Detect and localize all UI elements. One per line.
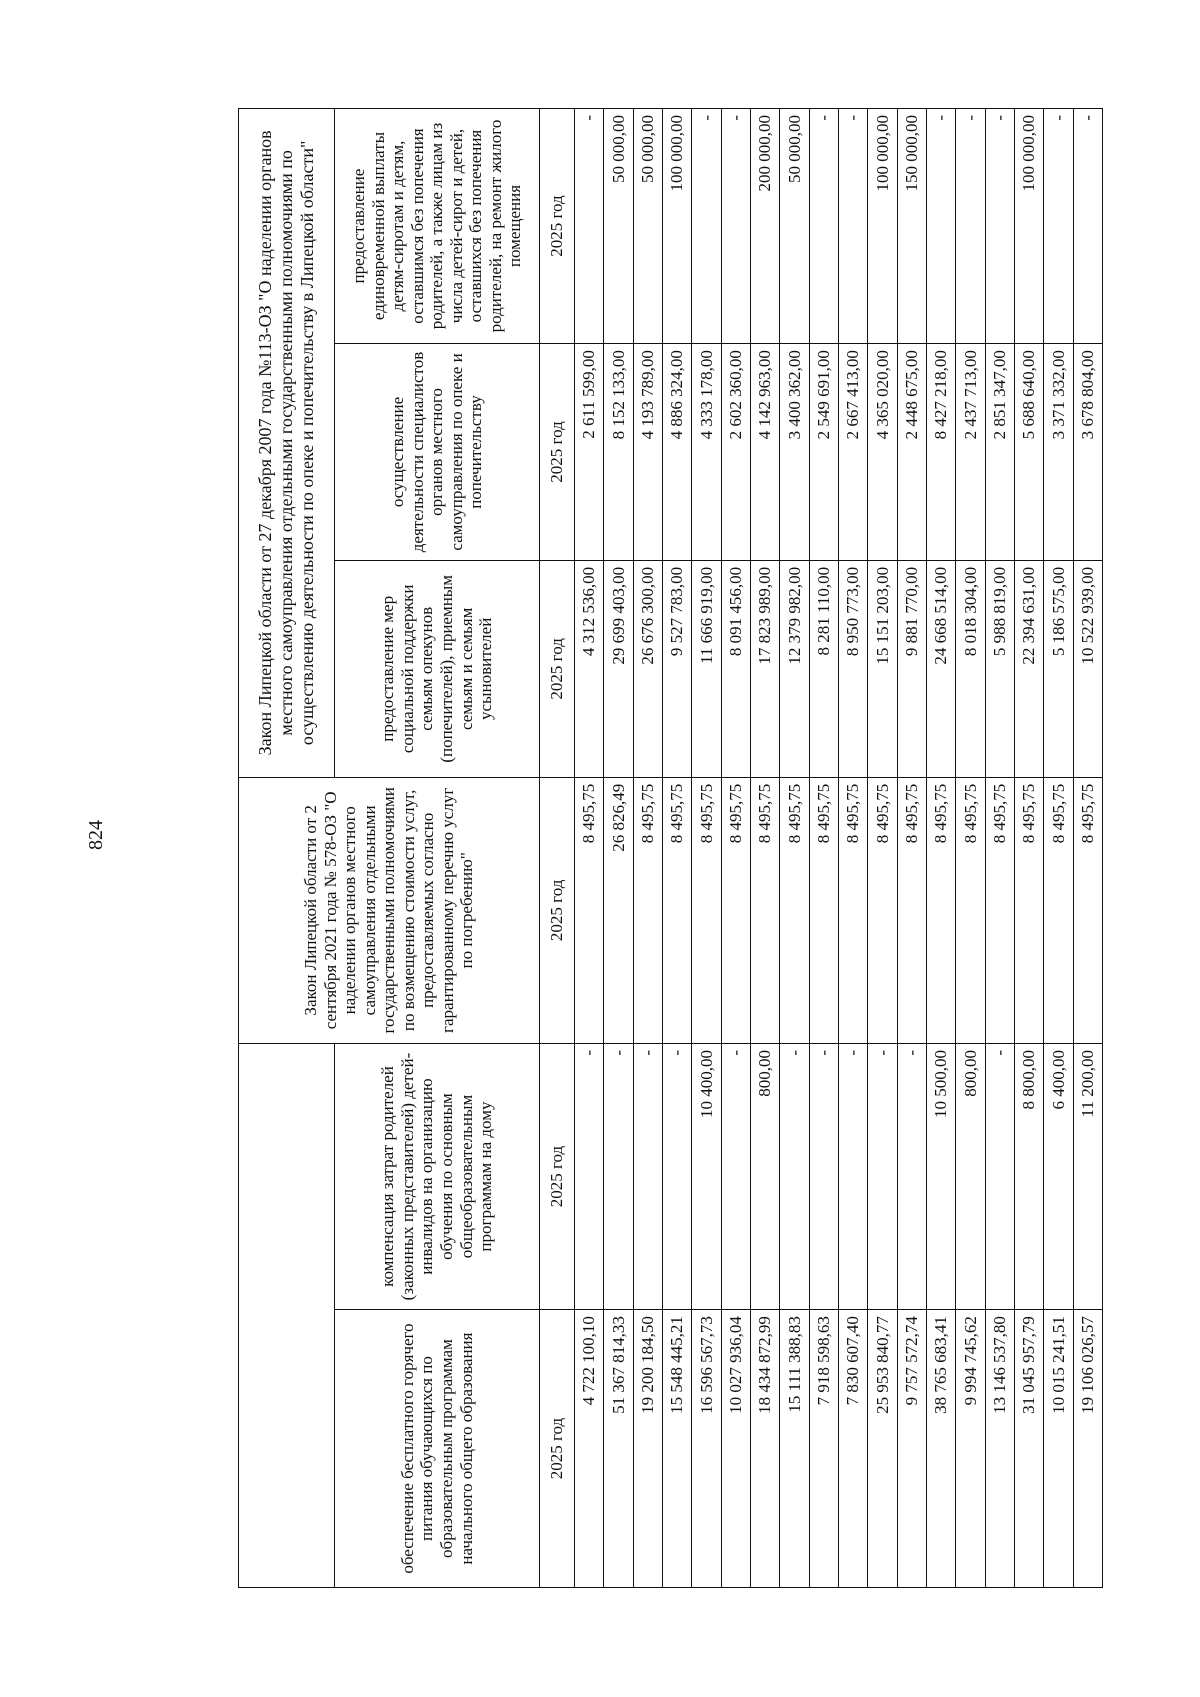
table-row: [897, 109, 926, 1588]
table-cell: 5 688 640,00: [1014, 344, 1043, 561]
table-cell: 8 495,75: [692, 777, 721, 1043]
table-cell: 8 152 133,00: [604, 344, 633, 561]
header-col-social-support: предоставление мер социальной поддержки семьям опекунов (попечителей), приемным семьям и семьям усыновителей: [335, 560, 540, 777]
table-cell: -: [575, 1043, 604, 1309]
table-row: [868, 109, 897, 1588]
table-cell: 15 151 203,00: [868, 560, 897, 777]
table-cell: 15 111 388,83: [780, 1310, 809, 1588]
table-cell: 31 045 957,79: [1014, 1310, 1043, 1588]
table-cell: 15 548 445,21: [662, 1310, 691, 1588]
table-cell: 8 495,75: [838, 777, 867, 1043]
table-cell: 29 699 403,00: [604, 560, 633, 777]
table-body: [575, 109, 1103, 1588]
header-col-housing-repair: предоставление единовременной выплаты детям-сиротам и детям, оставшимся без попечения родителей, а также лицам из числа детей-сирот и детей, оставшихся без попечения родителей, на ремонт жилого помещения: [335, 109, 540, 344]
table-cell: 13 146 537,80: [985, 1310, 1014, 1588]
table-row: [604, 109, 633, 1588]
year-cell: 2025 год: [540, 1310, 575, 1588]
table-cell: 100 000,00: [868, 109, 897, 344]
table-cell: 8 495,75: [780, 777, 809, 1043]
table-cell: 8 281 110,00: [809, 560, 838, 777]
table-cell: -: [633, 1043, 662, 1309]
table-cell: 7 830 607,40: [838, 1310, 867, 1588]
table-cell: 19 106 026,57: [1073, 1310, 1102, 1588]
table-row: [662, 109, 691, 1588]
table-cell: 2 448 675,00: [897, 344, 926, 561]
header-empty-cell: [239, 1043, 335, 1587]
table-cell: -: [1073, 109, 1102, 344]
table-cell: 8 495,75: [1044, 777, 1073, 1043]
table-cell: 8 495,75: [985, 777, 1014, 1043]
table-cell: 2 549 691,00: [809, 344, 838, 561]
table-cell: 10 015 241,51: [1044, 1310, 1073, 1588]
table-cell: 10 400,00: [692, 1043, 721, 1309]
table-cell: -: [1044, 109, 1073, 344]
table-cell: -: [838, 109, 867, 344]
table-cell: 100 000,00: [1014, 109, 1043, 344]
header-row-year: [540, 109, 575, 1588]
table-cell: -: [838, 1043, 867, 1309]
table-cell: 8 950 773,00: [838, 560, 867, 777]
table-row: [1044, 109, 1073, 1588]
year-cell: 2025 год: [540, 1043, 575, 1309]
table-cell: -: [721, 109, 750, 344]
table-cell: 25 953 840,77: [868, 1310, 897, 1588]
table-cell: 8 495,75: [721, 777, 750, 1043]
table-row: [1014, 109, 1043, 1588]
table-cell: 800,00: [750, 1043, 779, 1309]
table-cell: -: [868, 1043, 897, 1309]
table-cell: 50 000,00: [780, 109, 809, 344]
table-cell: 2 602 360,00: [721, 344, 750, 561]
table-cell: 11 666 919,00: [692, 560, 721, 777]
table-cell: 2 851 347,00: [985, 344, 1014, 561]
budget-table: [238, 108, 1103, 1588]
table-cell: 50 000,00: [633, 109, 662, 344]
page-number: 824: [85, 820, 107, 850]
table-cell: 19 200 184,50: [633, 1310, 662, 1588]
table-cell: 16 596 567,73: [692, 1310, 721, 1588]
table-cell: -: [956, 109, 985, 344]
table-row: [838, 109, 867, 1588]
table-cell: 4 193 789,00: [633, 344, 662, 561]
table-cell: 50 000,00: [604, 109, 633, 344]
table-row: [721, 109, 750, 1588]
table-cell: 4 312 536,00: [575, 560, 604, 777]
table-cell: 5 186 575,00: [1044, 560, 1073, 777]
table-row: [692, 109, 721, 1588]
table-cell: 26 676 300,00: [633, 560, 662, 777]
table-cell: 8 495,75: [897, 777, 926, 1043]
table-cell: 8 495,75: [662, 777, 691, 1043]
table-cell: 8 495,75: [575, 777, 604, 1043]
table-row: [809, 109, 838, 1588]
table-cell: -: [985, 109, 1014, 344]
header-row-law: [239, 109, 335, 1588]
table-cell: 51 367 814,33: [604, 1310, 633, 1588]
table-cell: 100 000,00: [662, 109, 691, 344]
header-col-guardianship-specialists: осуществление деятельности специалистов органов местного самоуправления по опеке и попечительству: [335, 344, 540, 561]
table-cell: 8 495,75: [809, 777, 838, 1043]
table-cell: 2 437 713,00: [956, 344, 985, 561]
table-row: [985, 109, 1014, 1588]
table-row: [956, 109, 985, 1588]
table-cell: 22 394 631,00: [1014, 560, 1043, 777]
table-row: [575, 109, 604, 1588]
table-cell: 11 200,00: [1073, 1043, 1102, 1309]
table-cell: 8 495,75: [868, 777, 897, 1043]
table-cell: -: [985, 1043, 1014, 1309]
table-cell: 12 379 982,00: [780, 560, 809, 777]
table-cell: 18 434 872,99: [750, 1310, 779, 1588]
table-wrapper: [238, 108, 1103, 1588]
table-cell: 4 365 020,00: [868, 344, 897, 561]
table-cell: 7 918 598,63: [809, 1310, 838, 1588]
table-cell: 10 027 936,04: [721, 1310, 750, 1588]
table-cell: 17 823 989,00: [750, 560, 779, 777]
table-row: [780, 109, 809, 1588]
table-cell: 26 826,49: [604, 777, 633, 1043]
table-cell: 8 018 304,00: [956, 560, 985, 777]
table-cell: 8 091 456,00: [721, 560, 750, 777]
table-cell: 8 495,75: [1014, 777, 1043, 1043]
year-cell: 2025 год: [540, 560, 575, 777]
header-col-hot-meals: обеспечение бесплатного горячего питания обучающихся по образовательным программам начального общего образования: [335, 1310, 540, 1588]
table-cell: 8 495,75: [750, 777, 779, 1043]
table-cell: 3 371 332,00: [1044, 344, 1073, 561]
header-col-disabled-compensation: компенсация затрат родителей (законных представителей) детей-инвалидов на организацию обучения по основным общеобразовательным программам на дому: [335, 1043, 540, 1309]
table-cell: 10 522 939,00: [1073, 560, 1102, 777]
table-cell: 9 994 745,62: [956, 1310, 985, 1588]
table-cell: 9 527 783,00: [662, 560, 691, 777]
table-cell: 3 678 804,00: [1073, 344, 1102, 561]
table-cell: 4 333 178,00: [692, 344, 721, 561]
table-cell: -: [809, 1043, 838, 1309]
header-law-113: Закон Липецкой области от 27 декабря 2007 года №113-ОЗ "О наделении органов местного самоуправления отдельными государственными полномочиями по осуществлению деятельности по опеке и попечительству в Липецкой области": [239, 109, 335, 778]
year-cell: 2025 год: [540, 109, 575, 344]
table-cell: 3 400 362,00: [780, 344, 809, 561]
table-row: [926, 109, 955, 1588]
table-cell: 800,00: [956, 1043, 985, 1309]
table-cell: 4 886 324,00: [662, 344, 691, 561]
table-cell: -: [780, 1043, 809, 1309]
table-cell: -: [897, 1043, 926, 1309]
table-cell: 8 495,75: [926, 777, 955, 1043]
year-cell: 2025 год: [540, 344, 575, 561]
table-cell: 4 722 100,10: [575, 1310, 604, 1588]
table-cell: 9 757 572,74: [897, 1310, 926, 1588]
table-cell: -: [575, 109, 604, 344]
table-cell: 9 881 770,00: [897, 560, 926, 777]
table-cell: -: [662, 1043, 691, 1309]
table-cell: 8 495,75: [1073, 777, 1102, 1043]
header-law-578: Закон Липецкой области от 2 сентября 2021 года № 578-ОЗ "О наделении органов местного самоуправления отдельными государственными полномочиями по возмещению стоимости услуг, предоставляемых согласно гарантированному перечню услуг по погребению": [239, 777, 540, 1043]
table-cell: 8 495,75: [633, 777, 662, 1043]
table-cell: 24 668 514,00: [926, 560, 955, 777]
table-row: [750, 109, 779, 1588]
table-row: [633, 109, 662, 1588]
table-cell: -: [692, 109, 721, 344]
table-row: [1073, 109, 1102, 1588]
table-cell: 2 611 599,00: [575, 344, 604, 561]
table-cell: 8 800,00: [1014, 1043, 1043, 1309]
table-cell: -: [926, 109, 955, 344]
table-cell: 200 000,00: [750, 109, 779, 344]
table-cell: 4 142 963,00: [750, 344, 779, 561]
table-cell: -: [604, 1043, 633, 1309]
year-cell: 2025 год: [540, 777, 575, 1043]
table-cell: 2 667 413,00: [838, 344, 867, 561]
table-cell: 150 000,00: [897, 109, 926, 344]
table-cell: 8 427 218,00: [926, 344, 955, 561]
table-cell: 8 495,75: [956, 777, 985, 1043]
table-cell: 38 765 683,41: [926, 1310, 955, 1588]
table-cell: -: [809, 109, 838, 344]
table-cell: -: [721, 1043, 750, 1309]
table-cell: 5 988 819,00: [985, 560, 1014, 777]
table-cell: 10 500,00: [926, 1043, 955, 1309]
table-cell: 6 400,00: [1044, 1043, 1073, 1309]
